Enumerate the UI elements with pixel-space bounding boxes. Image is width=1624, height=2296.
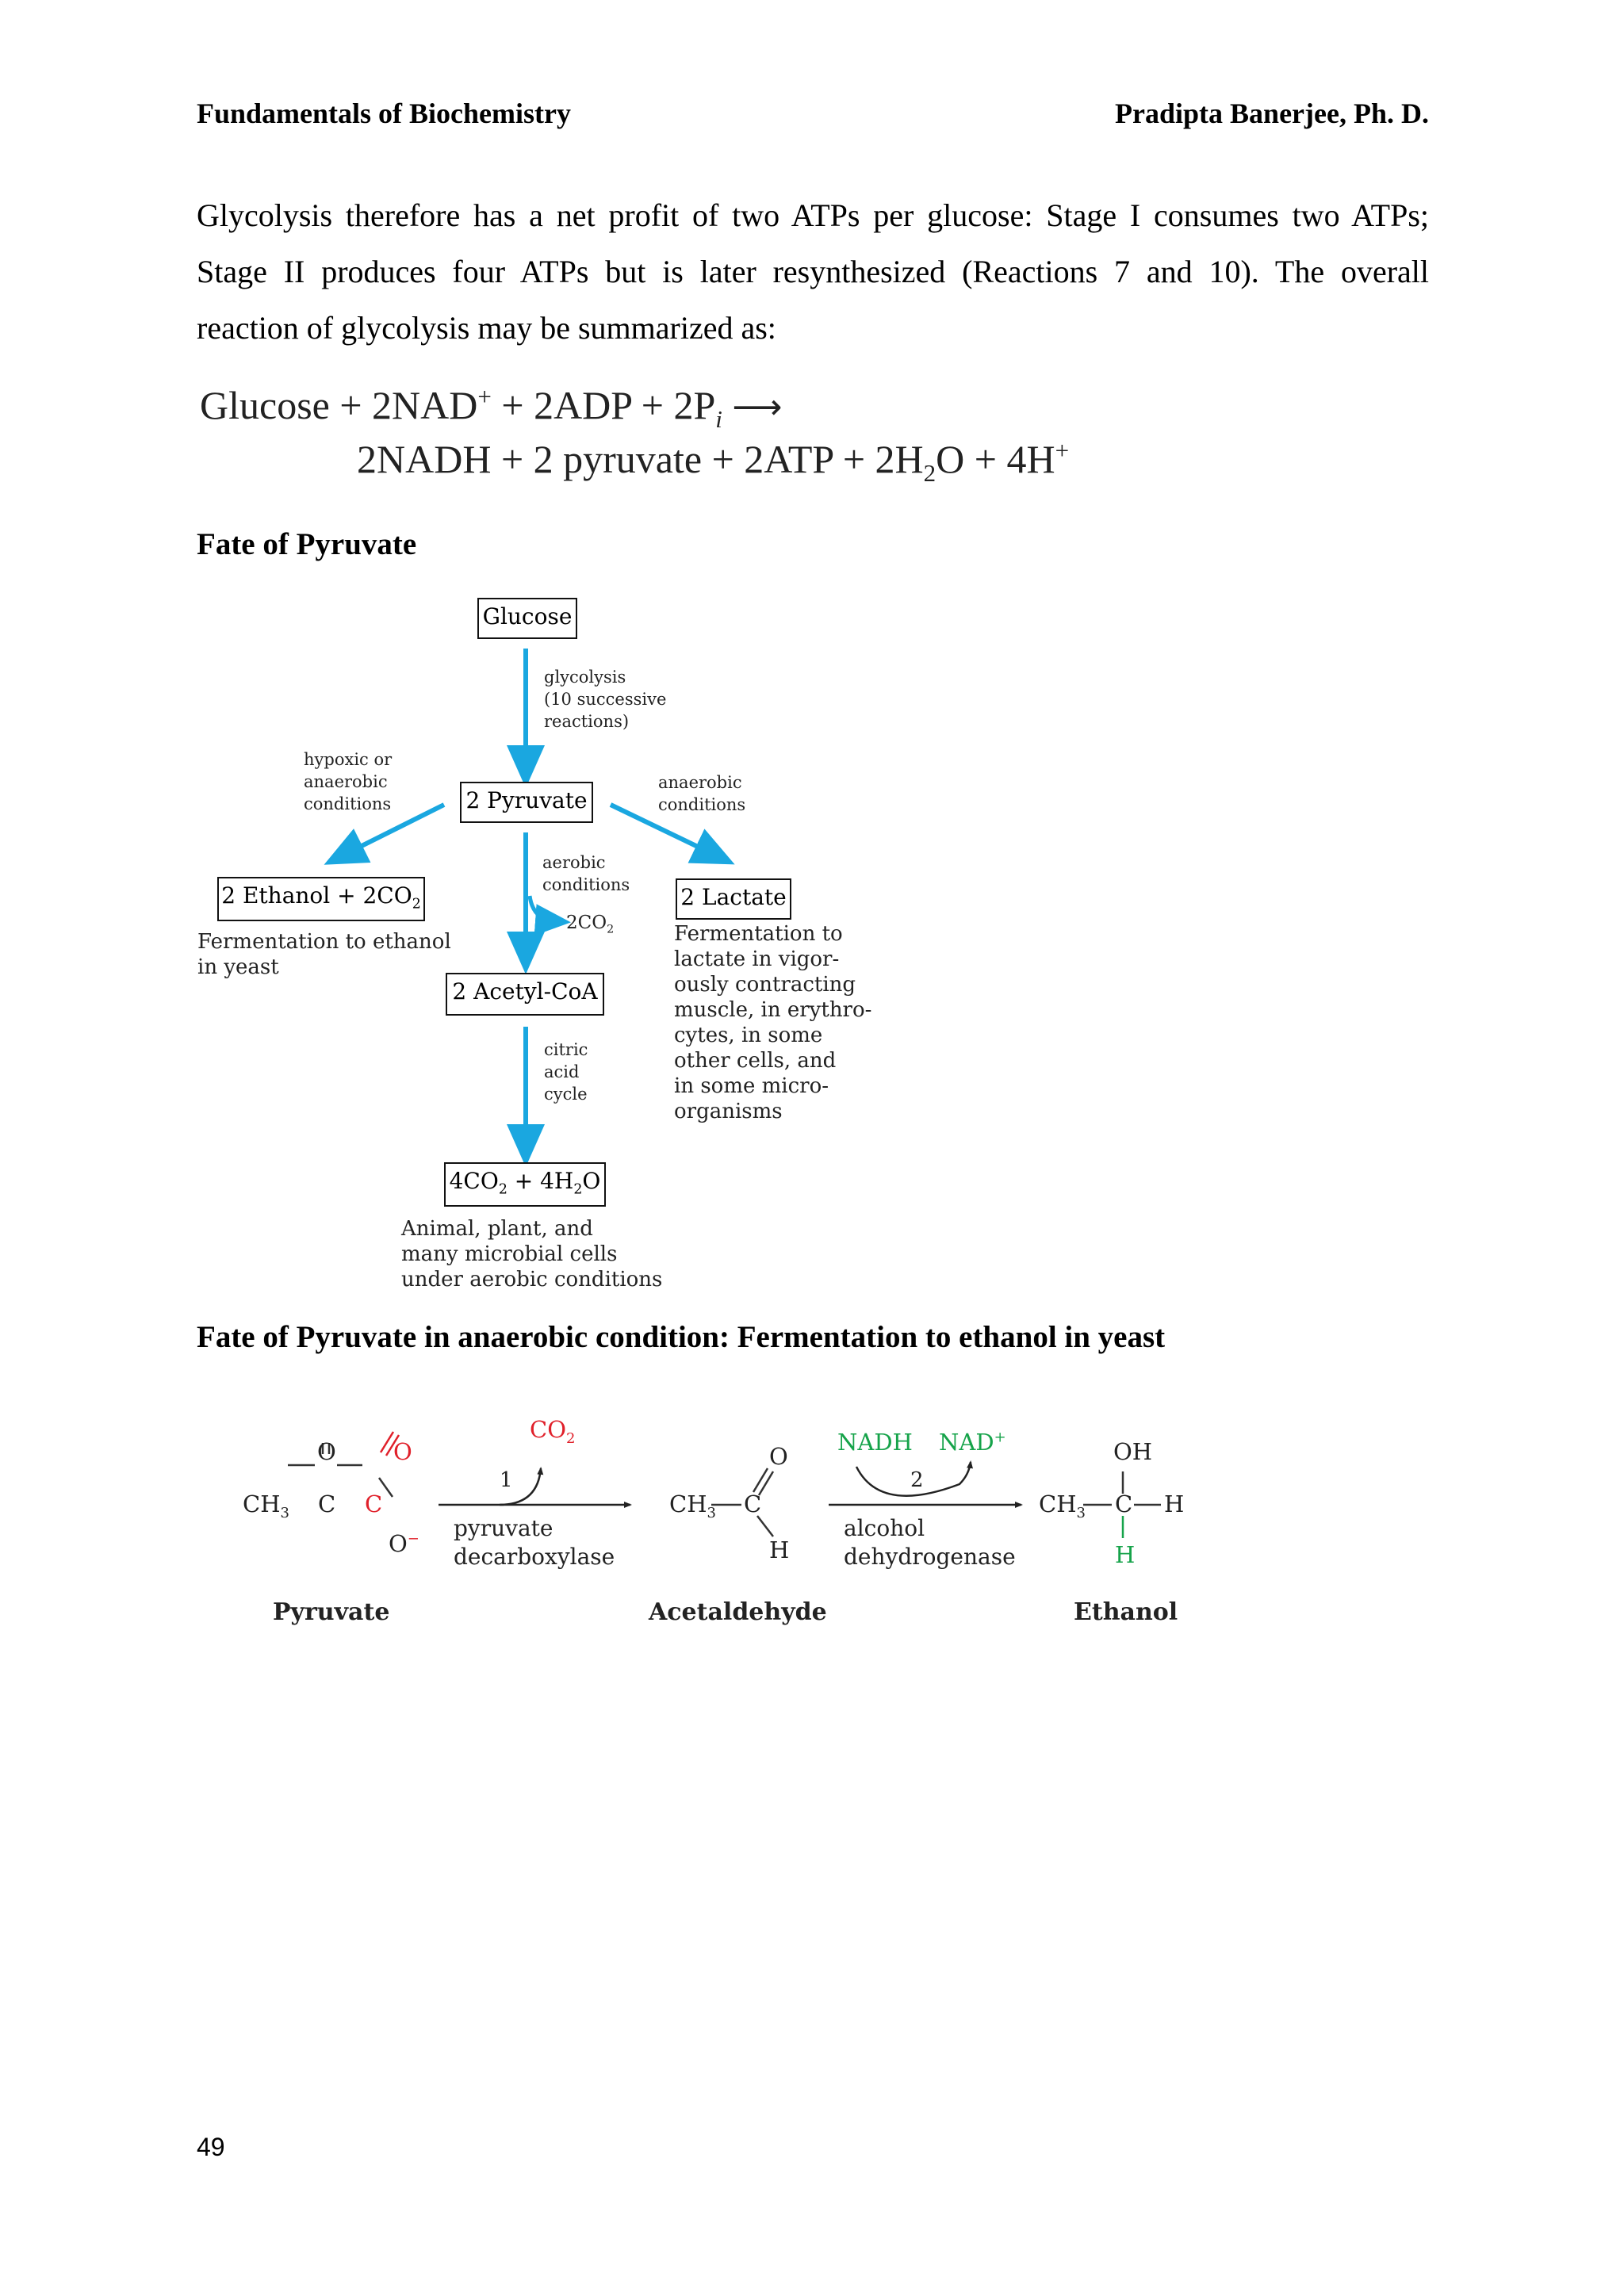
- atom-sub: 3: [1076, 1504, 1086, 1521]
- nadh-cofactor: NADH: [837, 1429, 913, 1456]
- eq-plus: +: [501, 383, 524, 427]
- hypoxic-note: [304, 748, 392, 815]
- co2-water-box: [444, 1162, 606, 1207]
- pyruvate-carbon: C: [318, 1490, 336, 1517]
- aerobic-note: [542, 851, 630, 896]
- note-line: hypoxic or: [304, 750, 393, 769]
- note-line: acid: [544, 1062, 580, 1081]
- atom-sub: 3: [707, 1504, 716, 1521]
- arrow-co2-release: [530, 896, 555, 921]
- page-number: 49: [197, 2133, 225, 2161]
- atom-text: NAD: [939, 1429, 994, 1456]
- acetaldehyde-carbon: C: [744, 1490, 762, 1517]
- eq-h2o: O: [936, 437, 965, 481]
- eq-sub: 2: [923, 459, 936, 487]
- atom-text: CO: [530, 1416, 566, 1443]
- pyruvate-label: Pyruvate: [273, 1598, 390, 1626]
- caption-line: Fermentation to ethanol: [197, 930, 451, 954]
- atom-sup: −: [407, 1530, 419, 1548]
- atom-text: CH: [243, 1490, 281, 1517]
- note-line: citric: [544, 1040, 588, 1059]
- eq-sup: +: [477, 382, 492, 411]
- anaerobic-note: [658, 771, 745, 816]
- box-text: 2 Ethanol + 2CO: [221, 882, 412, 909]
- atom-sub: 2: [565, 1429, 576, 1447]
- pyruvate-carboxyl-oxygen: O: [393, 1438, 412, 1465]
- eq-pyruvate: 2 pyruvate: [533, 437, 703, 481]
- atom-text: CH: [669, 1490, 707, 1517]
- note-line: (10 successive: [544, 690, 667, 709]
- atom-sup: +: [994, 1429, 1006, 1446]
- eq-arrow: ⟶: [732, 387, 783, 427]
- caption-line: ously contracting: [674, 973, 856, 997]
- aerobic-caption: [401, 1216, 662, 1292]
- pyruvate-decarboxylase-label: [454, 1514, 615, 1571]
- co2-release-label: [566, 912, 614, 941]
- eq-plus: +: [641, 383, 664, 427]
- caption-line: cytes, in some: [674, 1024, 823, 1047]
- eq-nadh: 2NADH: [357, 437, 492, 481]
- pyruvate-carboxylate-oxygen: [389, 1530, 419, 1557]
- lactate-caption: [674, 921, 871, 1124]
- eq-glucose: Glucose: [200, 383, 330, 427]
- ethanol-methyl: [1039, 1490, 1086, 1521]
- eq-plus: +: [974, 437, 997, 481]
- running-header-author: Pradipta Banerjee, Ph. D.: [1115, 98, 1429, 129]
- note-line: conditions: [658, 795, 746, 814]
- caption-line: in some micro-: [674, 1074, 829, 1098]
- eq-nad: 2NAD: [372, 383, 478, 427]
- eq-proton: 4H: [1006, 437, 1055, 481]
- caption-line: in yeast: [197, 955, 279, 979]
- eq-sup: +: [1055, 436, 1070, 465]
- box-sub: 2: [498, 1181, 508, 1198]
- enzyme-line: decarboxylase: [454, 1544, 615, 1570]
- note-line: aerobic: [542, 853, 606, 872]
- enzyme-line: pyruvate: [454, 1515, 553, 1541]
- section-heading-fermentation: Fate of Pyruvate in anaerobic condition: Fermentation to ethanol in yeast: [197, 1320, 1166, 1354]
- acetaldehyde-label: Acetaldehyde: [649, 1598, 827, 1626]
- glycolysis-note: [544, 666, 666, 733]
- acetaldehyde-oxygen: O: [769, 1443, 788, 1470]
- paragraph-line: reaction of glycolysis may be summarized as:: [197, 310, 776, 346]
- ethanol-hydrogen: H: [1164, 1490, 1185, 1517]
- enzyme-line: alcohol: [844, 1515, 925, 1541]
- acetaldehyde-methyl: [669, 1490, 716, 1521]
- eq-plus: +: [842, 437, 866, 481]
- note-line: anaerobic: [658, 773, 742, 792]
- pyruvate-methyl: [243, 1490, 289, 1521]
- caption-line: other cells, and: [674, 1049, 837, 1073]
- box-text: + 4H: [507, 1168, 574, 1194]
- eq-h2o: 2H: [875, 437, 924, 481]
- atom-text: O: [389, 1530, 408, 1557]
- paragraph-line: Glycolysis therefore has a net profit of two ATPs per glucose: Stage I consumes two ATPs;: [197, 197, 1429, 233]
- box-text: O: [582, 1168, 601, 1194]
- box-sub: 2: [412, 896, 421, 913]
- eq-sub: i: [715, 405, 722, 433]
- acetaldehyde-hydrogen: H: [769, 1536, 790, 1563]
- ethanol-label: Ethanol: [1074, 1598, 1178, 1626]
- note-line: anaerobic: [304, 772, 388, 791]
- section-heading-fate: Fate of Pyruvate: [197, 527, 417, 561]
- ethanol-fermentation-scheme: [0, 1395, 1624, 1649]
- label-sub: 2: [607, 923, 615, 936]
- atom-sub: 3: [280, 1504, 289, 1521]
- ethanol-carbon: C: [1115, 1490, 1133, 1517]
- caption-line: Fermentation to: [674, 922, 843, 946]
- glucose-box: Glucose: [477, 598, 577, 639]
- eq-adp: 2ADP: [534, 383, 632, 427]
- eq-pi: 2P: [673, 383, 716, 427]
- note-line: cycle: [544, 1085, 588, 1104]
- pyruvate-box: 2 Pyruvate: [460, 782, 593, 823]
- ethanol-caption: [197, 929, 451, 980]
- label-text: 2CO: [566, 913, 607, 933]
- alcohol-dehydrogenase-label: [844, 1514, 1016, 1571]
- note-line: conditions: [542, 875, 630, 894]
- acetylcoa-box: 2 Acetyl-CoA: [446, 973, 604, 1016]
- eq-plus: +: [711, 437, 734, 481]
- enzyme-line: dehydrogenase: [844, 1544, 1016, 1570]
- citric-acid-note: [544, 1039, 588, 1105]
- pyruvate-carbonyl-oxygen: O: [317, 1438, 336, 1465]
- caption-line: Animal, plant, and: [401, 1217, 593, 1241]
- lactate-box: 2 Lactate: [676, 878, 791, 920]
- box-sub: 2: [573, 1181, 583, 1198]
- note-line: conditions: [304, 794, 392, 813]
- box-text: 4CO: [449, 1168, 499, 1194]
- eq-plus: +: [339, 383, 362, 427]
- note-line: reactions): [544, 712, 630, 731]
- caption-line: under aerobic conditions: [401, 1268, 663, 1292]
- note-line: glycolysis: [544, 668, 626, 687]
- caption-line: muscle, in erythro-: [674, 998, 872, 1022]
- eq-plus: +: [500, 437, 524, 481]
- co2-released: [530, 1416, 575, 1447]
- paragraph-line: Stage II produces four ATPs but is later resynthesized (Reactions 7 and 10). The overall: [197, 254, 1429, 289]
- running-header-title: Fundamentals of Biochemistry: [197, 98, 571, 129]
- pyruvate-carboxyl-carbon: C: [365, 1490, 383, 1517]
- atom-text: CH: [1039, 1490, 1077, 1517]
- step-2-number: 2: [910, 1468, 924, 1492]
- caption-line: many microbial cells: [401, 1242, 618, 1266]
- ethanol-new-hydrogen: H: [1115, 1541, 1136, 1568]
- caption-line: organisms: [674, 1100, 783, 1123]
- caption-line: lactate in vigor-: [674, 947, 840, 971]
- ethanol-hydroxyl: OH: [1113, 1438, 1153, 1465]
- ethanol-co2-box: [217, 877, 425, 921]
- nad-cofactor: [939, 1429, 1006, 1456]
- step-1-number: 1: [500, 1468, 513, 1492]
- eq-atp: 2ATP: [744, 437, 833, 481]
